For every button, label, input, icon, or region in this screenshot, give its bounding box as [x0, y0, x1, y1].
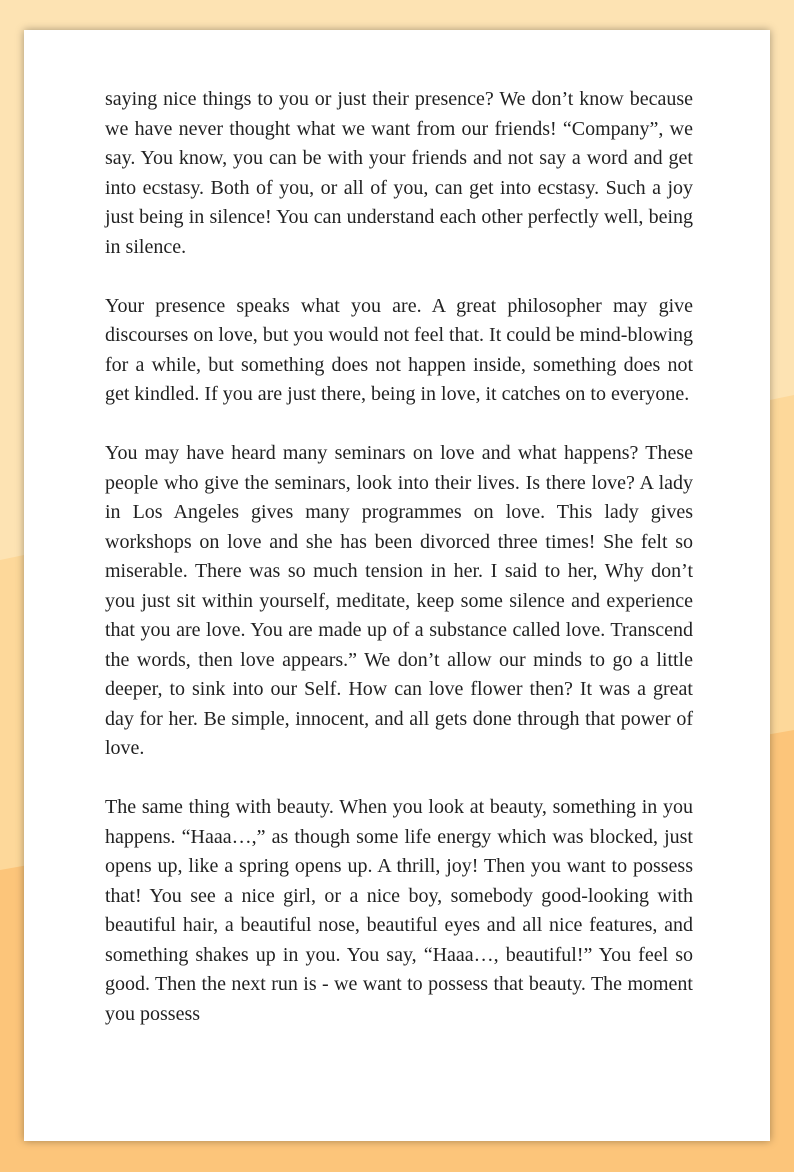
page-body-text — [105, 85, 693, 1029]
paragraph-1: saying nice things to you or just their presence? We don’t know because we have never thought what we want from our friends! “Company”, we say. You know, you can be with your friends and not say a word and get into ecstasy. Both of you, or all of you, can get into ecstasy. Such a joy just being in silence! You can understand each other perfectly well, being in silence. — [105, 88, 693, 258]
paragraph-3: You may have heard many seminars on love and what happens? These people who give the seminars, look into their lives. Is there love? A lady in Los Angeles gives many programmes on love. This lady gives workshops on love and she has been divorced three times! She felt so miserable. There was so much tension in her. I said to her, Why don’t you just sit within yourself, meditate, keep some silence and experience that you are love. You are made up of a substance called love. Transcend the words, then love appears.” We don’t allow our minds to go a little deeper, to sink into our Self. How can love flower then? It was a great day for her. Be simple, innocent, and all gets done through that power of love. — [105, 442, 693, 759]
document-page — [24, 30, 770, 1141]
paragraph-2: Your presence speaks what you are. A great philosopher may give discourses on love, but you would not feel that. It could be mind-blowing for a while, but something does not happen inside, something does not get kindled. If you are just there, being in love, it catches on to everyone. — [105, 294, 693, 405]
paragraph-4: The same thing with beauty. When you look at beauty, something in you happens. “Haaa…,” as though some life energy which was blocked, just opens up, like a spring opens up. A thrill, joy! Then you want to possess that! You see a nice girl, or a nice boy, somebody good-looking with beautiful hair, a beautiful nose, beautiful eyes and all nice features, and something shakes up in you. You say, “Haaa…, beautiful!” You feel so good. Then the next run is - we want to possess that beauty. The moment you possess — [105, 796, 693, 1025]
